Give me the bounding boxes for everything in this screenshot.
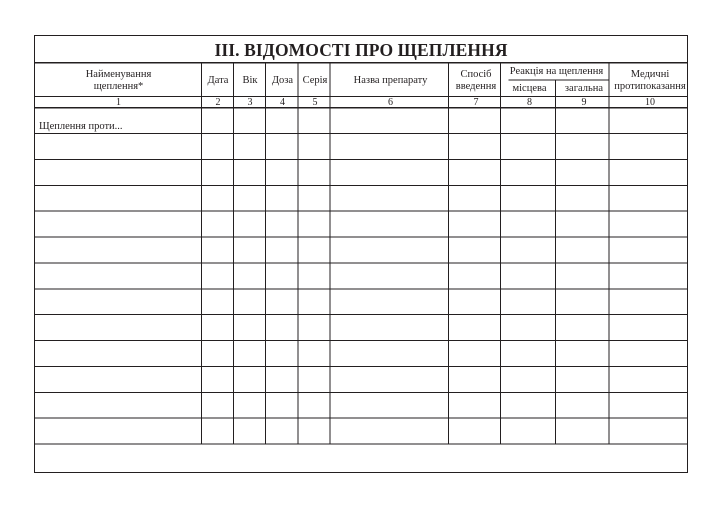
header-drug-name-label: Назва препарату — [353, 74, 428, 86]
header-reaction-general-label: загальна — [564, 83, 604, 94]
vaccination-form — [34, 35, 688, 473]
column-number-5: 5 — [312, 97, 318, 108]
column-number-7: 7 — [473, 97, 479, 108]
header-contraindications-line2: протипоказання — [614, 80, 686, 92]
header-date-label: Дата — [207, 74, 229, 86]
header-reaction-general — [557, 81, 611, 97]
header-date — [202, 64, 234, 97]
column-number-1: 1 — [116, 97, 121, 108]
header-series — [299, 64, 331, 97]
column-number-6: 6 — [388, 97, 393, 108]
header-dose-label: Доза — [271, 74, 294, 86]
header-vaccination-name-line1: Найменування — [85, 68, 152, 80]
header-reaction — [502, 64, 611, 80]
column-number-9: 9 — [581, 97, 587, 108]
header-method-line1: Спосіб — [460, 68, 492, 80]
column-number-4: 4 — [280, 97, 285, 108]
header-vaccination-name-line2: щеплення* — [93, 80, 144, 92]
header-series-label: Серія — [302, 74, 328, 86]
header-method-line2: введення — [455, 80, 497, 92]
header-dose — [266, 64, 299, 97]
header-contraindications — [611, 64, 689, 97]
column-number-2: 2 — [215, 97, 221, 108]
header-contraindications-line1: Медичні — [630, 68, 670, 80]
column-number-10: 10 — [645, 97, 655, 108]
form-title: III. ВІДОМОСТІ ПРО ЩЕПЛЕННЯ — [214, 40, 508, 60]
header-method — [450, 64, 502, 97]
header-vaccination-name — [35, 64, 202, 97]
header-age-label: Вік — [242, 74, 258, 86]
column-number-8: 8 — [527, 97, 532, 108]
header-reaction-local-label: місцева — [512, 83, 547, 94]
header-reaction-local — [502, 81, 557, 97]
column-number-3: 3 — [247, 97, 253, 108]
header-age — [234, 64, 266, 97]
first-row-vaccination-text: Щеплення проти... — [39, 121, 123, 132]
header-reaction-label: Реакція на щеплення — [509, 66, 604, 77]
header-drug-name — [331, 64, 450, 97]
